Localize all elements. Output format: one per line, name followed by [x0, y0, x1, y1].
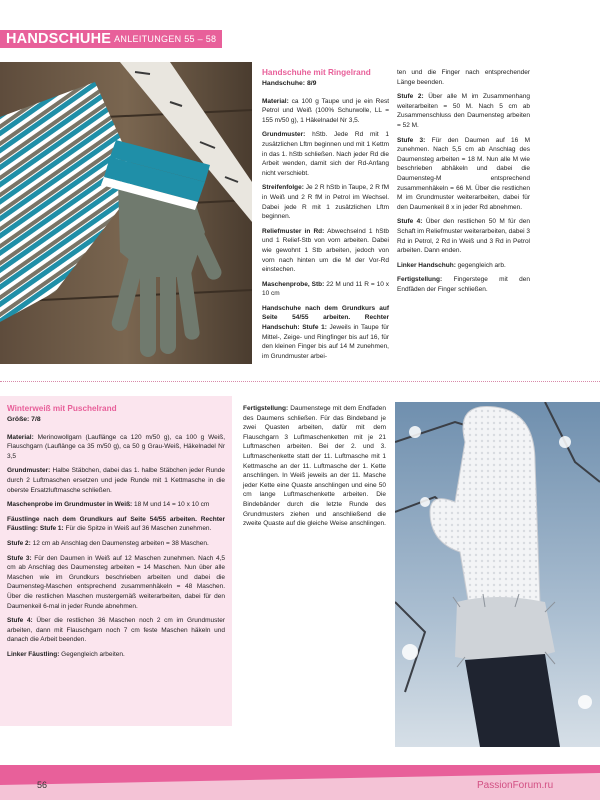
- section2-col2-paragraph-label: Fertigstellung:: [243, 405, 289, 412]
- section1-col1-paragraphs: [262, 97, 389, 362]
- section1-col2-paragraph-text: Über alle M im Zusammenhang weiterarbeiten = 50 M. Nach 5 cm ab Zusammenschluss den Daumensteg arbeiten = 52 M.: [397, 93, 530, 129]
- section1-col2-paragraph: [397, 68, 530, 87]
- section1-col1-paragraph: [262, 183, 389, 221]
- section1-col2-paragraph-label: Stufe 2:: [397, 93, 424, 101]
- section1-col2-paragraph: [397, 275, 530, 294]
- section1-col1-paragraph-label: Material:: [262, 97, 289, 105]
- section2-col2-paragraph-text: Daumenstege mit dem Endfaden des Daumens schließen. Für das Bindeband je zwei Quasten arbeiten, dafür mit dem Flauschgarn 3 Luftmaschenketten mit je 21 Luftmaschen arbeiten. Bei der 2. und 3. Luftmaschenkette statt der 11. Luftmasche mit 1 Kettmasche an der 11. Luftmasche der 1. Kette anschlingen. In Weiß jeweils an der 11. Masche jeder Kette eine Quaste anschlingen und eine 50 cm lange Luftmaschenkette arbeiten. Die Bindebänder durch die letzte Runde des Grundmusters ziehen und anschließend die zweite Quaste auf die gleiche Weise anschlingen.: [243, 405, 386, 528]
- section1-col1-paragraph-text: Jeweils in Taupe für Mittel-, Zeige- und Ringfinger bis auf 16, für den kleinen Finger bis auf 14 M zunehmen, im Grundmuster arbei-: [262, 324, 389, 360]
- section1-col1-paragraph-text: ca 100 g Taupe und je ein Rest Petrol und Weiß (100% Schurwolle, LL = 155 m/50 g), 1 Häkelnadel Nr 3,5.: [262, 97, 389, 124]
- section1-col2-paragraph-text: Über den restlichen 50 M für den Schaft im Reliefmuster weiterarbeiten, dabei 3 Rd in Petrol, 2 Rd in Weiß und 3 Rd in Petrol arbeiten. Dann enden.: [397, 218, 530, 255]
- section1-col1-paragraph-text: Abwechselnd 1 hStb und 1 Relief-Stb von vorn arbeiten. Dabei wie gewohnt 1 Stb arbeiten, jedoch von vorn nach hinten um die M der Vor-Rd einstechen.: [262, 227, 390, 274]
- section1-col2-paragraph-text: Fingerstege mit den Endfäden der Finger schließen.: [397, 276, 530, 293]
- section1-col1-paragraph: [262, 304, 389, 362]
- section2-col1-paragraph-text: Merinowollgarn (Lauflänge ca 120 m/50 g), ca 100 g Weiß, Flauschgarn (Lauflänge ca 35 m/50 g), ca 50 g Grau-Weiß, Häkelnadel Nr 3,5: [7, 433, 225, 460]
- section2-col1-paragraph-label: Maschenprobe im Grundmuster in Weiß:: [7, 501, 133, 509]
- section2-col1-paragraph-text: 18 M und 14 = 10 x 10 cm: [132, 501, 210, 509]
- section2-col1-paragraph-label: Grundmuster:: [7, 467, 51, 475]
- section2-size: Größe: 7/8: [7, 416, 41, 423]
- section2-col1-paragraph: [7, 515, 225, 534]
- section2-column-1: [7, 404, 225, 664]
- section2-col1-paragraph: [7, 539, 225, 549]
- section1-col1-paragraph: [262, 227, 389, 275]
- section1-col1-paragraph-label: Reliefmuster in Rd:: [262, 227, 325, 235]
- section2-col2-paragraphs: [243, 404, 386, 529]
- section1-col2-paragraph-label: Fertigstellung:: [397, 276, 443, 284]
- section2-col1-paragraph: [7, 554, 225, 612]
- section1-col1-paragraph-text: 22 M und 11 R = 10 x 10 cm: [262, 280, 390, 298]
- section2-col1-paragraph-label: Stufe 4:: [7, 617, 33, 625]
- gloves-photo: [0, 62, 252, 364]
- section1-col1-paragraph-label: Streifenfolge:: [262, 184, 304, 192]
- section2-col1-paragraph-label: Stufe 3:: [7, 554, 32, 562]
- mitten-photo: [395, 402, 600, 747]
- section-divider: [0, 381, 600, 382]
- section2-col1-paragraph-text: Für die Spitze in Weiß auf 36 Maschen zunehmen.: [63, 525, 212, 533]
- section2-col1-paragraph-text: Gegengleich arbeiten.: [59, 650, 125, 658]
- section1-col2-paragraph-label: Stufe 3:: [397, 136, 426, 144]
- section1-col2-paragraph: [397, 136, 530, 213]
- section2-heading: Winterweiß mit Puschelrand: [7, 404, 117, 413]
- section2-column-2: [243, 404, 386, 534]
- section2-col1-paragraph-text: Über die restlichen 36 Maschen noch 2 cm im Grundmuster arbeiten, dann mit Flauschgarn noch 7 cm feste Maschen häkeln und danach die Arbeit beenden.: [7, 617, 225, 644]
- section2-col1-paragraph-text: 12 cm ab Anschlag den Daumensteg arbeiten = 38 Maschen.: [30, 539, 209, 547]
- section1-heading: Handschuhe mit Ringelrand: [262, 68, 371, 77]
- section2-col1-paragraph-label: Fäustlinge nach dem Grundkurs auf Seite 54/55 arbeiten. Rechter Fäustling: Stufe 1:: [7, 515, 225, 533]
- section1-col2-paragraph-label: Stufe 4:: [397, 218, 423, 226]
- section1-column-1: [262, 68, 389, 366]
- section2-col1-paragraph: [7, 616, 225, 645]
- section1-col1-paragraph-label: Grundmuster:: [262, 131, 306, 139]
- section1-col2-paragraph: [397, 261, 530, 271]
- section2-col1-paragraph-text: Halbe Stäbchen, dabei das 1. halbe Stäbchen jeder Runde durch 2 Luftmaschen ersetzen und jede Runde mit 1 Kettmasche in die oberste Ersatzluftmasche schließen.: [7, 467, 225, 494]
- section1-col1-paragraph-text: hStb. Jede Rd mit 1 zusätzlichen Lftm beginnen und mit 1 Kettm in das 1. hStb schließen. Nach jeder Rd die Arbeit wenden, damit sich der Rd-Anfang nicht verschiebt.: [262, 131, 389, 177]
- section1-column-2: [397, 68, 530, 299]
- section1-col2-paragraph-text: ten und die Finger nach entsprechender Länge beenden.: [397, 69, 530, 86]
- section2-col1-paragraph: [7, 466, 225, 495]
- section2-col1-paragraph-text: Für den Daumen in Weiß auf 12 Maschen zunehmen. Nach 4,5 cm ab Anschlag des Daumensteg arbeiten = 14 Maschen. Nun über alle Maschen wie im Grundkurs beschrieben arbeiten und dabei die Daumensteg-Maschen entsprechend zusammenhäkeln = 48 Maschen. Über die restlichen Maschen mustergemäß weiterarbeiten, dabei für den Daumenkeil 6-mal in jeder Runde abnehmen.: [7, 554, 225, 610]
- section2-col1-paragraph: [7, 433, 225, 462]
- section1-col1-paragraph-label: Maschenprobe, Stb:: [262, 280, 325, 288]
- section-banner: [0, 30, 222, 48]
- section1-col1-paragraph: [262, 130, 389, 178]
- section1-col2-paragraphs: [397, 68, 530, 294]
- section2-col1-paragraph-label: Stufe 2:: [7, 539, 31, 547]
- page-number: 56: [37, 780, 48, 790]
- section2-col2-paragraph: [243, 404, 386, 529]
- section1-col1-paragraph-text: Je 2 R hStb in Taupe, 2 R fM in Weiß und 2 R fM in Petrol im Wechsel. Dabei jede R mit 1 zusätzlichen Lftm beginnen.: [262, 184, 389, 221]
- section1-size: Handschuhe: 8/9: [262, 80, 317, 87]
- section1-col2-paragraph-text: Für den Daumen auf 16 M zunehmen. Nach 5,5 cm ab Anschlag des Daumensteg arbeiten = 18 M. Nun alle M wie beschrieben abhäkeln und dabei die Daumensteg-M entsprechend zusammenhäkeln = 66 M. Über die restlichen M im Grundmuster weiterarbeiten, dabei für den Daumenkeil 8 x in jeder Rd abnehmen.: [397, 136, 530, 211]
- banner-title: HANDSCHUHE: [6, 31, 112, 47]
- section2-col1-paragraph-label: Linker Fäustling:: [7, 650, 60, 658]
- section1-col2-paragraph-text: gegengleich arb.: [455, 261, 506, 269]
- watermark: PassionForum.ru: [477, 780, 554, 791]
- section2-col1-paragraphs: [7, 433, 225, 660]
- section1-col1-paragraph: [262, 280, 389, 299]
- section1-col2-paragraph: [397, 92, 530, 130]
- section1-col1-paragraph-label: Handschuhe nach dem Grundkurs auf Seite 54/55 arbeiten. Rechter Handschuh: Stufe 1:: [262, 304, 389, 332]
- section1-col2-paragraph-label: Linker Handschuh:: [397, 261, 456, 269]
- banner-subtitle: ANLEITUNGEN 55 – 58: [114, 34, 217, 44]
- section1-col2-paragraph: [397, 217, 530, 255]
- section2-col1-paragraph-label: Material:: [7, 433, 34, 441]
- section2-col1-paragraph: [7, 650, 225, 660]
- section2-col1-paragraph: [7, 500, 225, 510]
- section1-col1-paragraph: [262, 97, 389, 126]
